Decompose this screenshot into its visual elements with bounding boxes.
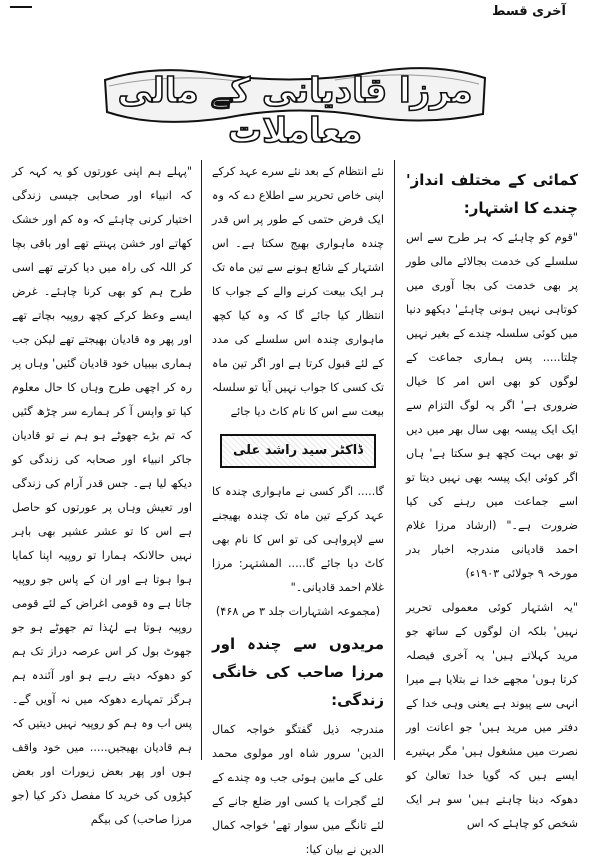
paragraph: مندرجہ ذیل گفتگو خواجہ کمال الدین' سرور شاہ اور مولوی محمد علی کے مابین ہوئی جب وہ چندے کے لئے گجرات یا کسی اور ضلع جانے کے لئے تانگے میں سوار تھے' خواجہ کمال الدین نے بیان کیا:	[212, 723, 384, 856]
section-heading: مریدوں سے چندہ اور مرزا صاحب کی خانگی زندگی:	[212, 635, 384, 709]
paragraph: "پہلے ہم اپنی عورتوں کو یہ کہہ کر کہ انبیاء اور صحابی جیسی زندگی اختیار کرنی چاہئے کہ وہ کم اور خشک کھاتے اور خشن پہنتے تھے اور باقی بچا کر اللہ کی راہ میں دیا کرتے تھے اسی طرح ہم کو بھی کرنا چاہئے۔ غرض ایسے وعظ کرکے کچھ روپیہ بچاتے تھے اور پھر وہ قادیان بھیجتے تھے لیکن جب ہماری بیبیاں خود قادیان گئیں' وہاں پر رہ کر اچھی طرح وہاں کا حال معلوم کیا تو واپس آ کر ہمارے سر چڑھ گئیں کہ تم بڑے جھوٹے ہو ہم نے تو قادیان جاکر انبیاء اور صحابہ کی زندگی کو دیکھ لیا ہے۔ جس قدر آرام کی زندگی اور تعیش وہاں پر عورتوں کو حاصل ہے اس کا تو عشر عشیر بھی باہر نہیں حالانکہ ہمارا تو روپیہ اپنا کمایا ہوا ہوتا ہے اور ان کے پاس جو روپیہ جاتا ہے وہ قومی اغراض کے لئے قومی روپیہ ہوتا ہے لہٰذا تم جھوٹے ہو جو جھوٹ بول کر اس عرصہ دراز تک ہم کو دھوکہ دیتے رہے ہو اور آئندہ ہم ہرگز تمہارے دھوکہ میں نہ آویں گے۔ پس اب وہ ہم کو روپیہ نہیں دیتیں کہ ہم قادیان بھیجیں..... میں خود واقف ہوں اور پھر بعض زیورات اور بعض کپڑوں کی خرید کا مفصل ذکر کیا (جو مرزا صاحب) کی بیگم	[12, 165, 192, 826]
page-corner-mark	[10, 0, 32, 8]
paragraph: گا..... اگر کسی نے ماہواری چندہ کا عہد کرکے تین ماہ تک چندہ بھیجنے سے لاپرواہی کی تو اس کا نام بھی کاٹ دیا جائے گا..... المشتہر: مرزا غلام احمد قادیانی۔"	[212, 485, 384, 594]
article-title: مرزا قادیانی کے مالی معاملات	[117, 71, 473, 151]
paragraph: نئے انتظام کے بعد نئے سرے عہد کرکے اپنی خاص تحریر سے اطلاع دے کہ وہ ایک فرض حتمی کے طور پر اس قدر چندہ ماہواری بھیج سکتا ہے۔ اس اشتہار کے شائع ہونے سے تین ماہ تک ہر ایک بیعت کرنے والے کے جواب کا انتظار کیا جائے گا کہ وہ کیا کچھ ماہواری چندہ اس سلسلے کی مدد کے لئے قبول کرتا ہے اور اگر تین ماہ تک کسی کا جواب نہیں آیا تو سلسلہ بیعت سے اس کا نام کاٹ دیا جائے	[212, 165, 384, 418]
section-heading: کمائی کے مختلف انداز' چندے کا اشتہار:	[406, 171, 578, 217]
column-divider	[201, 160, 202, 760]
column-middle	[212, 160, 384, 856]
author-byline: ڈاکٹر سید راشد علی	[220, 434, 376, 468]
paragraph: "یہ اشتہار کوئی معمولی تحریر نہیں' بلکہ ان لوگوں کے ساتھ جو مرید کہلاتے ہیں' یہ آخری فیصلہ کرتا ہوں' مجھے خدا نے بتلایا ہے میرا انہی سے پیوند ہے یعنی وہی خدا کے دفتر میں مرید ہیں' جو اعانت اور نصرت میں مشغول ہیں' مگر بہتیرے ایسے ہیں کہ گویا خدا تعالیٰ کو دھوکہ دینا چاہتے ہیں' سو ہر ایک شخص کو چاہئے کہ اس	[406, 601, 578, 830]
reference-citation: (مجموعہ اشتہارات جلد ۳ ص ۴۶۸)	[215, 605, 381, 618]
column-right	[406, 160, 578, 830]
column-left	[12, 160, 192, 826]
paragraph: "قوم کو چاہئے کہ ہر طرح سے اس سلسلے کی خدمت بجالائے مالی طور پر بھی خدمت کی بجا آوری میں کوتاہی نہیں ہونی چاہئے' دیکھو دنیا میں کوئی سلسلہ چندے کے بغیر نہیں چلتا..... پس ہماری جماعت کے لوگوں کو بھی اس امر کا خیال ضروری ہے' اگر یہ لوگ التزام سے ایک ایک پیسہ بھی سال بھر میں دیں تو بھی بہت کچھ ہو سکتا ہے' ہاں اگر کوئی ایک پیسہ بھی نہیں دیتا تو اسے جماعت میں رہنے کی کیا ضرورت ہے۔" (ارشاد مرزا غلام احمد قادیانی مندرجہ اخبار بدر مورخہ ۹ جولائی ۱۹۰۳ء)	[406, 231, 578, 580]
column-divider	[394, 160, 395, 760]
series-label: آخری قسط	[491, 4, 566, 19]
title-band	[95, 58, 495, 151]
